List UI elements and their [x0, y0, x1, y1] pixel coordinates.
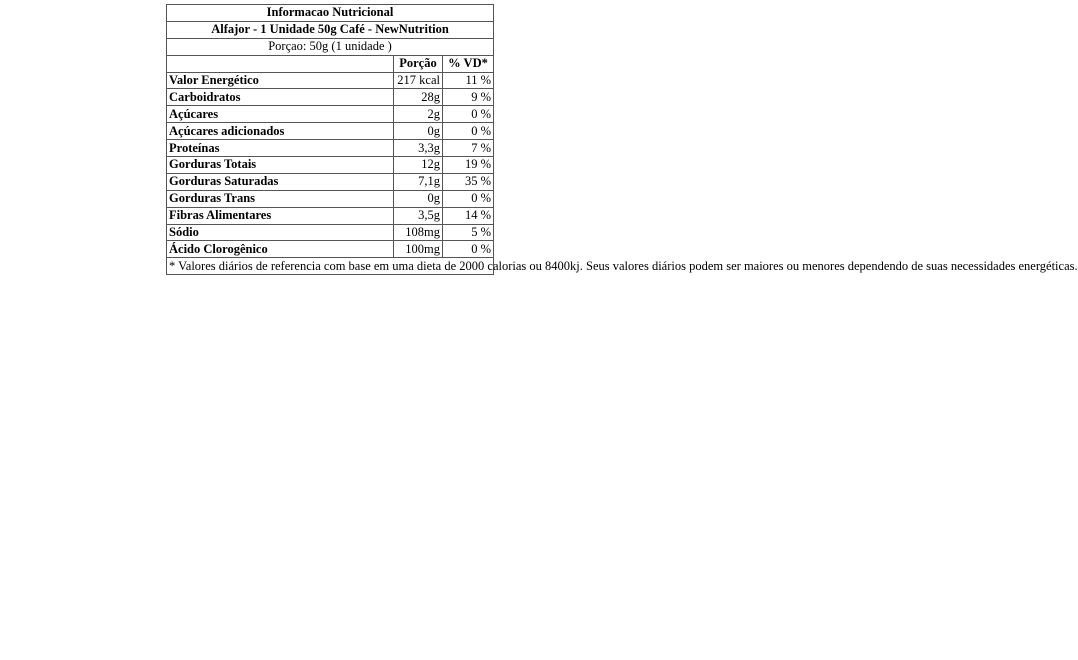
nutrient-row [167, 140, 494, 157]
nutrient-portion: 2g [394, 106, 443, 123]
nutrient-name: Carboidratos [167, 89, 394, 106]
nutrient-portion: 3,5g [394, 207, 443, 224]
nutrient-row [167, 89, 494, 106]
header-portion: Porção [394, 55, 443, 72]
nutrient-portion: 0g [394, 190, 443, 207]
nutrient-vd: 11 % [443, 72, 494, 89]
serving-row [167, 38, 494, 55]
nutrient-vd: 9 % [443, 89, 494, 106]
nutrient-row [167, 123, 494, 140]
label-title: Informacao Nutricional [167, 5, 494, 22]
nutrient-vd: 0 % [443, 241, 494, 258]
nutrient-vd: 19 % [443, 157, 494, 174]
nutrient-portion: 3,3g [394, 140, 443, 157]
nutrient-vd: 0 % [443, 123, 494, 140]
nutrient-name: Gorduras Totais [167, 157, 394, 174]
nutrient-portion: 28g [394, 89, 443, 106]
nutrient-name: Gorduras Trans [167, 190, 394, 207]
nutrition-facts-label [166, 4, 1078, 275]
nutrient-row [167, 106, 494, 123]
nutrient-vd: 35 % [443, 173, 494, 190]
nutrient-name: Ácido Clorogênico [167, 241, 394, 258]
nutrient-vd: 7 % [443, 140, 494, 157]
nutrient-portion: 12g [394, 157, 443, 174]
nutrient-name: Açúcares adicionados [167, 123, 394, 140]
nutrient-portion: 0g [394, 123, 443, 140]
nutrient-name: Fibras Alimentares [167, 207, 394, 224]
product-name: Alfajor - 1 Unidade 50g Café - NewNutrition [167, 21, 494, 38]
nutrient-row [167, 207, 494, 224]
nutrient-name: Sódio [167, 224, 394, 241]
nutrient-row [167, 224, 494, 241]
title-row [167, 5, 494, 22]
nutrient-portion: 108mg [394, 224, 443, 241]
nutrient-name: Açúcares [167, 106, 394, 123]
nutrient-vd: 14 % [443, 207, 494, 224]
nutrient-name: Valor Energético [167, 72, 394, 89]
serving-size: Porçao: 50g (1 unidade ) [167, 38, 494, 55]
nutrient-vd: 0 % [443, 190, 494, 207]
product-row [167, 21, 494, 38]
nutrient-name: Gorduras Saturadas [167, 173, 394, 190]
nutrient-row [167, 72, 494, 89]
header-row [167, 55, 494, 72]
nutrient-vd: 0 % [443, 106, 494, 123]
nutrient-vd: 5 % [443, 224, 494, 241]
nutrient-row [167, 157, 494, 174]
nutrient-row [167, 173, 494, 190]
nutrient-name: Proteínas [167, 140, 394, 157]
header-vd: % VD* [443, 55, 494, 72]
nutrient-portion: 217 kcal [394, 72, 443, 89]
header-name [167, 55, 394, 72]
nutrient-row [167, 241, 494, 258]
footnote-row [167, 258, 494, 275]
daily-value-footnote: * Valores diários de referencia com base em uma dieta de 2000 calorias ou 8400kj. Seus valores diários podem ser maiores ou menores dependendo de suas necessidades energéticas. [167, 258, 494, 275]
nutrient-portion: 7,1g [394, 173, 443, 190]
nutrient-portion: 100mg [394, 241, 443, 258]
nutrient-row [167, 190, 494, 207]
nutrition-table [166, 4, 1078, 275]
